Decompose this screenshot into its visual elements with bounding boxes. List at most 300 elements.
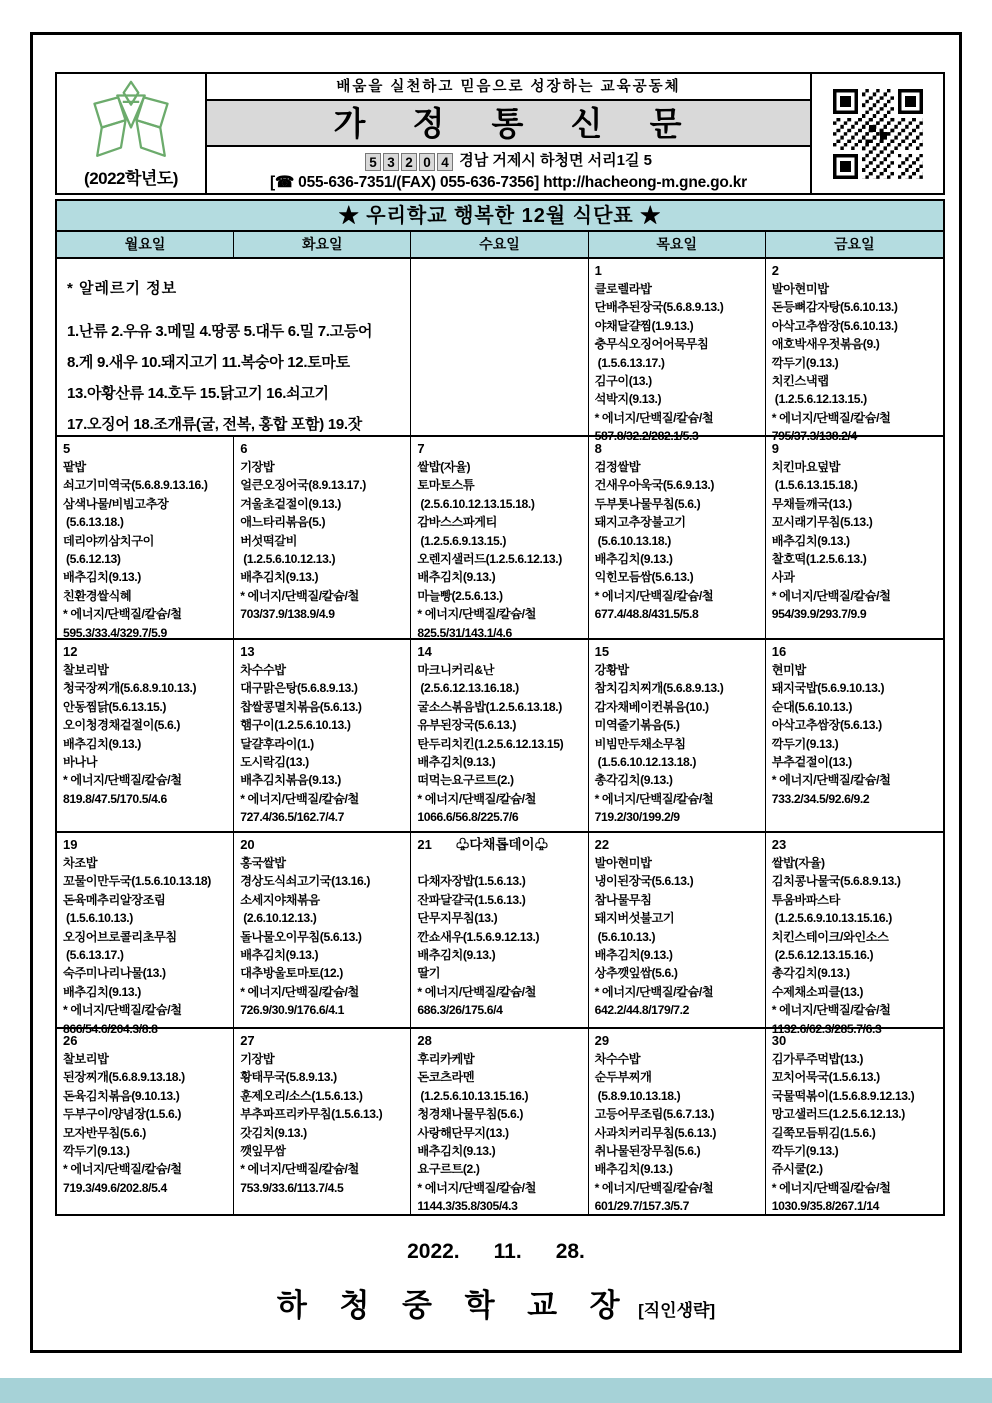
menu-item: 딸기 xyxy=(417,966,441,981)
menu-item: 쥬시쿨(2.) xyxy=(771,1162,823,1177)
menu-item: (5.6.13.18.) xyxy=(63,515,124,530)
menu-item: 김구이(13.) xyxy=(594,374,652,389)
menu-item: 825.5/31/143.1/4.6 xyxy=(417,625,512,640)
principal-signature: 하 청 중 학 교 장 xyxy=(276,1288,624,1323)
postal-digit: 5 xyxy=(365,153,381,171)
menu-item: 강황밥 xyxy=(594,663,629,677)
menu-item: 돈육메추리알장조림 xyxy=(63,892,166,907)
menu-item: 된장찌개(5.6.8.9.13.18.) xyxy=(63,1070,185,1085)
postal-digit: 4 xyxy=(437,153,453,171)
day-number: 22 xyxy=(594,837,610,852)
menu-item: (2.6.10.12.13.) xyxy=(240,911,317,926)
menu-item: * 에너지/단백질/칼슘/철 xyxy=(63,607,182,622)
menu-item: 돌나물오이무침(5.6.13.) xyxy=(240,929,362,944)
menu-item: 토마토스튜 xyxy=(417,478,475,493)
menu-item: 달걀후라이(1.) xyxy=(240,736,314,751)
menu-item: 배추김치(9.13.) xyxy=(240,948,319,963)
menu-item: 석박지(9.13.) xyxy=(594,392,662,407)
menu-item: 기장밥 xyxy=(240,1052,275,1066)
menu-item: 사랑해단무지(13.) xyxy=(417,1125,509,1140)
menu-item: 돈육김치볶음(9.10.13.) xyxy=(63,1088,180,1103)
menu-cell-day-5 xyxy=(57,437,234,642)
menu-item: 배추김치(9.13.) xyxy=(594,1162,673,1177)
allergy-info-line: 8.게 9.새우 10.돼지고기 11.복숭아 12.토마토 xyxy=(67,354,350,371)
menu-item: 냉이된장국(5.6.13.) xyxy=(594,874,694,889)
menu-item: 갓김치(9.13.) xyxy=(240,1125,307,1140)
menu-cell-day-22 xyxy=(589,833,766,1038)
menu-item: 순대(5.6.10.13.) xyxy=(771,699,853,714)
menu-item: * 에너지/단백질/칼슘/철 xyxy=(771,1003,891,1018)
day-header-line xyxy=(417,643,584,661)
day-header-line xyxy=(595,440,762,458)
menu-item: (1.5.6.13.17.) xyxy=(594,355,665,370)
menu-item: 돈코츠라멘 xyxy=(417,1070,475,1085)
day-number: 21 xyxy=(417,837,432,852)
menu-item: * 에너지/단백질/칼슘/철 xyxy=(417,791,537,806)
menu-item: 배추김치(9.13.) xyxy=(417,755,496,770)
qr-code-icon xyxy=(833,89,923,179)
weekday-thursday: 목요일 xyxy=(589,232,766,257)
day-number: 30 xyxy=(771,1033,787,1048)
menu-item: (2.5.6.10.12.13.15.18.) xyxy=(417,496,535,511)
menu-item: * 에너지/단백질/칼슘/철 xyxy=(594,410,714,425)
menu-cell-day-26 xyxy=(57,1029,234,1216)
menu-item: 587.8/32.2/282.1/5.3 xyxy=(594,429,699,444)
menu-cell-day-29 xyxy=(589,1029,766,1216)
contact-line: [☎ 055-636-7351/(FAX) 055-636-7356] http://hacheong-m.gne.go.kr xyxy=(269,173,748,191)
menu-item: 배추김치(9.13.) xyxy=(594,552,673,567)
menu-item: 배추김치(9.13.) xyxy=(771,533,850,548)
menu-item: 상추깻잎쌈(5.6.) xyxy=(594,966,678,981)
day-header-line xyxy=(417,836,584,854)
menu-cell-day-8 xyxy=(589,437,766,642)
menu-item: (1.2.5.6.9.10.13.15.16.) xyxy=(771,911,892,926)
menu-item: 건새우아욱국(5.6.9.13.) xyxy=(594,478,714,493)
day-number: 20 xyxy=(240,837,255,852)
menu-item: 1030.9/35.8/267.1/14 xyxy=(771,1199,880,1214)
menu-item: 잔파달걀국(1.5.6.13.) xyxy=(417,892,526,907)
menu-item: 1144.3/35.8/305/4.3 xyxy=(417,1199,518,1214)
menu-item: * 에너지/단백질/칼슘/철 xyxy=(63,1003,182,1018)
day-header-line xyxy=(772,643,940,661)
menu-item: 감자채베이컨볶음(10.) xyxy=(594,699,709,714)
day-header-line xyxy=(772,440,940,458)
menu-cell-day-23 xyxy=(766,833,943,1038)
menu-item: 쌀밥(자율) xyxy=(417,460,471,474)
day-header-line xyxy=(417,440,584,458)
menu-item: 찹쌀콩멸치볶음(5.6.13.) xyxy=(240,699,362,714)
special-day-note: ♧다채롭데이♧ xyxy=(455,837,549,852)
school-address-line xyxy=(207,147,810,171)
menu-item: 길쭉모듬튀김(1.5.6.) xyxy=(771,1125,876,1140)
menu-item: 마늘빵(2.5.6.13.) xyxy=(417,588,503,603)
school-year-label: (2022학년도) xyxy=(84,169,178,188)
menu-item: 배추김치(9.13.) xyxy=(63,736,141,751)
menu-item: 황태무국(5.8.9.13.) xyxy=(240,1070,337,1085)
menu-cell-day-1 xyxy=(589,259,766,446)
day-number: 7 xyxy=(417,441,425,456)
menu-item: 햄구이(1.2.5.6.10.13.) xyxy=(240,718,351,733)
newsletter-title: 가 정 통 신 문 xyxy=(207,101,810,147)
menu-cell-day-30 xyxy=(766,1029,943,1216)
menu-item: 클로렐라밥 xyxy=(594,282,652,296)
menu-item: 꼬시래기무침(5.13.) xyxy=(771,515,873,530)
menu-item: 돈등뼈감자탕(5.6.10.13.) xyxy=(771,300,898,315)
menu-item: 치킨스테이크/와인소스 xyxy=(771,929,889,944)
menu-item: 수제채소피클(13.) xyxy=(771,984,864,999)
menu-item: 배추김치(9.13.) xyxy=(63,984,141,999)
allergy-info-title: * 알레르기 정보 xyxy=(67,280,178,297)
menu-item: 익힌모듬쌈(5.6.13.) xyxy=(594,570,694,585)
menu-item: 소세지야채볶음 xyxy=(240,892,320,907)
menu-item: 검정쌀밥 xyxy=(594,460,641,474)
menu-item: (2.5.6.12.13.16.18.) xyxy=(417,681,519,696)
postal-digit: 0 xyxy=(419,153,435,171)
menu-item: 기장밥 xyxy=(240,460,275,474)
menu-item: 배추김치볶음(9.13.) xyxy=(240,773,341,788)
menu-item: 깐쇼새우(1.5.6.9.12.13.) xyxy=(417,929,540,944)
menu-item: 배추김치(9.13.) xyxy=(594,948,673,963)
newsletter-header xyxy=(55,72,945,195)
menu-item: 돼지국밥(5.6.9.10.13.) xyxy=(771,681,885,696)
weekday-wednesday: 수요일 xyxy=(411,232,588,257)
menu-item: 돼지고추장불고기 xyxy=(594,515,686,530)
allergy-info-line: 1.난류 2.우유 3.메밀 4.땅콩 5.대두 6.밀 7.고등어 xyxy=(67,323,373,340)
menu-item: 청경채나물무침(5.6.) xyxy=(417,1107,524,1122)
school-address: 경남 거제시 하청면 서리1길 5 xyxy=(459,152,652,169)
menu-item: 꼬물이만두국(1.5.6.10.13.18) xyxy=(63,874,211,889)
menu-item: * 에너지/단백질/칼슘/철 xyxy=(240,791,359,806)
menu-item: * 에너지/단백질/칼슘/철 xyxy=(594,984,714,999)
menu-cell-day-13 xyxy=(234,640,411,831)
day-number: 1 xyxy=(594,263,602,278)
day-number: 19 xyxy=(63,837,78,852)
day-number: 5 xyxy=(63,441,71,456)
menu-item: 모자반무침(5.6.) xyxy=(63,1125,146,1140)
menu-item: 대구맑은탕(5.6.8.9.13.) xyxy=(240,681,358,696)
menu-item: 오징어브로콜리초무침 xyxy=(63,929,177,944)
menu-week-row xyxy=(57,259,943,444)
menu-item: 취나물된장무침(5.6.) xyxy=(594,1144,701,1159)
menu-item: * 에너지/단백질/칼슘/철 xyxy=(594,588,714,603)
menu-item: 깍두기(9.13.) xyxy=(63,1144,130,1159)
day-header-line xyxy=(595,836,762,854)
menu-item: 후리카케밥 xyxy=(417,1052,475,1066)
menu-item: 쇠고기미역국(5.6.8.9.13.16.) xyxy=(63,478,208,493)
allergy-info-line: 17.오징어 18.조개류(굴, 전복, 홍합 포함) 19.잣 xyxy=(67,416,362,433)
menu-item: 얼큰오징어국(8.9.13.17.) xyxy=(240,478,366,493)
menu-item: 안동찜닭(5.6.13.15.) xyxy=(63,699,167,714)
menu-item: 참나물무침 xyxy=(594,892,652,907)
menu-item: * 에너지/단백질/칼슘/철 xyxy=(417,984,537,999)
menu-item: 무채들깨국(13.) xyxy=(771,496,852,511)
day-number: 16 xyxy=(771,644,787,659)
menu-item: 차조밥 xyxy=(63,856,98,870)
menu-item: 단무지무침(13.) xyxy=(417,911,498,926)
menu-item: 부추파프리카무침(1.5.6.13.) xyxy=(240,1107,383,1122)
menu-item: 마크니커리&난 xyxy=(417,663,495,677)
menu-item: * 에너지/단백질/칼슘/철 xyxy=(771,588,891,603)
menu-item: 배추김치(9.13.) xyxy=(417,948,496,963)
menu-item: * 에너지/단백질/칼슘/철 xyxy=(771,1180,891,1195)
menu-week-row xyxy=(57,640,943,833)
menu-item: (5.6.13.17.) xyxy=(63,948,124,963)
day-header-line xyxy=(63,643,230,661)
menu-cell-day-7 xyxy=(411,437,588,642)
signature-line xyxy=(0,1280,992,1325)
day-number: 23 xyxy=(771,837,787,852)
menu-item: 727.4/36.5/162.7/4.7 xyxy=(240,810,345,825)
day-header-line xyxy=(772,262,940,280)
menu-item: * 에너지/단백질/칼슘/철 xyxy=(771,773,891,788)
menu-item: 686.3/26/175.6/4 xyxy=(417,1003,503,1018)
menu-item: 677.4/48.8/431.5/5.8 xyxy=(594,607,699,622)
menu-item: 깍두기(9.13.) xyxy=(771,1144,839,1159)
menu-item: 차수수밥 xyxy=(240,663,286,677)
day-header-line xyxy=(595,1032,762,1050)
issue-date-year: 2022. xyxy=(407,1240,460,1263)
menu-item: (5.6.12.13) xyxy=(63,552,121,567)
postal-digit: 2 xyxy=(401,153,417,171)
menu-item: 미역줄기볶음(5.) xyxy=(594,718,680,733)
menu-item: 대추방울토마토(12.) xyxy=(240,966,343,981)
day-number: 9 xyxy=(771,441,780,456)
menu-cell-day-9 xyxy=(766,437,943,642)
menu-item: 719.2/30/199.2/9 xyxy=(594,810,680,825)
day-header-line xyxy=(240,440,407,458)
menu-item: 753.9/33.6/113.7/4.5 xyxy=(240,1180,344,1195)
school-emblem-area xyxy=(57,74,207,193)
day-header-line xyxy=(417,1032,584,1050)
day-number: 8 xyxy=(594,441,602,456)
allergy-info-cell xyxy=(57,259,411,446)
menu-table-title: ★ 우리학교 행복한 12월 식단표 ★ xyxy=(57,201,943,232)
menu-cell-day-28 xyxy=(411,1029,588,1216)
menu-item: 고등어무조림(5.6.7.13.) xyxy=(594,1107,714,1122)
menu-item: 친환경쌀식혜 xyxy=(63,588,132,603)
menu-item: 굴소스볶음밥(1.2.5.6.13.18.) xyxy=(417,699,562,714)
menu-item: 1066.6/56.8/225.7/6 xyxy=(417,810,519,825)
menu-item: 팥밥 xyxy=(63,460,86,474)
day-header-line xyxy=(240,836,407,854)
menu-item: 총각김치(9.13.) xyxy=(771,966,850,981)
menu-item: 사과치커리무침(5.6.13.) xyxy=(594,1125,716,1140)
menu-item: 배추김치(9.13.) xyxy=(417,1144,496,1159)
day-header-line xyxy=(240,643,407,661)
menu-item: (5.6.10.13.18.) xyxy=(594,533,671,548)
menu-cell-day-20 xyxy=(234,833,411,1038)
day-number: 28 xyxy=(417,1033,432,1048)
menu-item: (2.5.6.12.13.15.16.) xyxy=(771,948,874,963)
menu-item: 배추김치(9.13.) xyxy=(240,570,319,585)
menu-item: * 에너지/단백질/칼슘/철 xyxy=(63,773,182,788)
menu-item: 배추김치(9.13.) xyxy=(63,570,141,585)
menu-item: 탄두리치킨(1.2.5.6.12.13.15) xyxy=(417,736,564,751)
menu-cell-day-6 xyxy=(234,437,411,642)
menu-item: 치킨스낵랩 xyxy=(771,374,829,389)
seal-omitted-note: [직인생략] xyxy=(638,1301,716,1320)
day-number: 27 xyxy=(240,1033,255,1048)
menu-item: 954/39.9/293.7/9.9 xyxy=(771,607,867,622)
menu-item: 깍두기(9.13.) xyxy=(771,736,839,751)
day-header-line xyxy=(63,440,230,458)
issue-date xyxy=(0,1240,992,1264)
menu-item: * 에너지/단백질/칼슘/철 xyxy=(594,791,714,806)
menu-week-row xyxy=(57,437,943,640)
menu-item: (5.8.9.10.13.18.) xyxy=(594,1088,681,1103)
menu-item: 김치콩나물국(5.6.8.9.13.) xyxy=(771,874,901,889)
allergy-info-line: 13.아황산류 14.호두 15.닭고기 16.쇠고기 xyxy=(67,385,329,402)
menu-cell-day-15 xyxy=(589,640,766,831)
menu-item: (1.2.5.6.10.13.15.16.) xyxy=(417,1088,529,1103)
menu-item: 719.3/49.6/202.8/5.4 xyxy=(63,1180,167,1195)
menu-item: 부추겉절이(13.) xyxy=(771,755,852,770)
menu-item: 쌀밥(자율) xyxy=(771,856,825,870)
menu-item: * 에너지/단백질/칼슘/철 xyxy=(417,1180,537,1195)
menu-item: 발아현미밥 xyxy=(594,856,652,870)
day-number: 6 xyxy=(240,441,248,456)
menu-item: 순두부찌개 xyxy=(594,1070,652,1085)
menu-item: 버섯떡갈비 xyxy=(240,533,298,548)
menu-item: 오이청경채겉절이(5.6.) xyxy=(63,718,181,733)
menu-item: 야채달걀찜(1.9.13.) xyxy=(594,318,694,333)
menu-item: (1.5.6.10.12.13.18.) xyxy=(594,755,696,770)
menu-item: 충무식오징어어묵무침 xyxy=(594,337,709,352)
day-number: 12 xyxy=(63,644,78,659)
postal-digit: 3 xyxy=(383,153,399,171)
header-center xyxy=(207,74,810,193)
menu-item: 866/54.6/204.3/8.8 xyxy=(63,1021,158,1036)
menu-item: 733.2/34.5/92.6/9.2 xyxy=(771,791,870,806)
menu-cell-day-12 xyxy=(57,640,234,831)
menu-item: * 에너지/단백질/칼슘/철 xyxy=(240,984,359,999)
menu-item: 감바스스파게티 xyxy=(417,515,498,530)
menu-item: 두부구이/양념장(1.5.6.) xyxy=(63,1107,182,1122)
weekday-monday: 월요일 xyxy=(57,232,234,257)
menu-cell-day-2 xyxy=(766,259,943,446)
menu-item: 유부된장국(5.6.13.) xyxy=(417,718,517,733)
menu-item: 현미밥 xyxy=(771,663,806,677)
menu-item: 겨울초겉절이(9.13.) xyxy=(240,496,341,511)
menu-item: 1132.6/62.3/285.7/6.3 xyxy=(771,1021,882,1036)
menu-item: 795/37.3/138.2/4 xyxy=(771,429,857,444)
menu-item: 숙주미나리나물(13.) xyxy=(63,966,166,981)
menu-item: 깍두기(9.13.) xyxy=(771,355,839,370)
menu-item: (1.5.6.13.15.18.) xyxy=(771,478,858,493)
issue-date-month: 11. xyxy=(493,1240,522,1263)
qr-area xyxy=(810,74,943,193)
day-header-line xyxy=(240,1032,407,1050)
menu-item: 데리야끼삼치구이 xyxy=(63,533,154,548)
menu-item: 깻잎무쌈 xyxy=(240,1144,286,1159)
day-header-line xyxy=(595,643,762,661)
menu-item: 726.9/30.9/176.6/4.1 xyxy=(240,1003,345,1018)
december-menu-table xyxy=(55,199,945,1216)
menu-item: 요구르트(2.) xyxy=(417,1162,480,1177)
menu-cell-day-14 xyxy=(411,640,588,831)
menu-item: 김가루주먹밥(13.) xyxy=(771,1052,864,1066)
day-header-line xyxy=(772,1032,940,1050)
menu-item: * 에너지/단백질/칼슘/철 xyxy=(771,410,891,425)
menu-item: * 에너지/단백질/칼슘/철 xyxy=(63,1162,182,1177)
menu-item: 도시락김(13.) xyxy=(240,755,309,770)
day-number: 26 xyxy=(63,1033,78,1048)
weekday-header-row xyxy=(57,232,943,259)
menu-item: 642.2/44.8/179/7.2 xyxy=(594,1003,690,1018)
menu-item: 애느타리볶음(5.) xyxy=(240,515,326,530)
day-number: 13 xyxy=(240,644,255,659)
menu-item: * 에너지/단백질/칼슘/철 xyxy=(417,607,537,622)
menu-item: 꼬치어묵국(1.5.6.13.) xyxy=(771,1070,880,1085)
menu-item: 비빔만두채소무침 xyxy=(594,736,686,751)
menu-item: 단배추된장국(5.6.8.9.13.) xyxy=(594,300,724,315)
bottom-accent-bar xyxy=(0,1378,992,1403)
menu-item: (1.2.5.6.12.13.15.) xyxy=(771,392,867,407)
menu-item: 아삭고추쌈장(5.6.13.) xyxy=(771,718,882,733)
menu-item: 찰보리밥 xyxy=(63,663,109,677)
day-header-line xyxy=(595,262,762,280)
menu-item: 595.3/33.4/329.7/5.9 xyxy=(63,625,167,640)
menu-item: 떠먹는요구르트(2.) xyxy=(417,773,514,788)
day-number: 29 xyxy=(594,1033,610,1048)
menu-item: 703/37.9/138.9/4.9 xyxy=(240,607,335,622)
day-number: 15 xyxy=(594,644,610,659)
day-header-line xyxy=(772,836,940,854)
menu-item: 아삭고추쌈장(5.6.10.13.) xyxy=(771,318,898,333)
menu-item: 치킨마요덮밥 xyxy=(771,460,841,474)
day-number: 2 xyxy=(771,263,780,278)
empty-cell xyxy=(411,259,588,446)
menu-item: 다채자장밥(1.5.6.13.) xyxy=(417,874,526,889)
weekday-tuesday: 화요일 xyxy=(234,232,411,257)
menu-item: 돼지버섯불고기 xyxy=(594,911,675,926)
issue-date-day: 28. xyxy=(555,1240,585,1263)
menu-item: * 에너지/단백질/칼슘/철 xyxy=(594,1180,714,1195)
day-header-line xyxy=(63,836,230,854)
school-logo-icon xyxy=(85,80,177,164)
menu-item: 참치김치찌개(5.6.8.9.13.) xyxy=(594,681,724,696)
menu-item: 망고샐러드(1.2.5.6.12.13.) xyxy=(771,1107,905,1122)
menu-item: 훈제오리/소스(1.5.6.13.) xyxy=(240,1088,363,1103)
menu-item: (5.6.10.13.) xyxy=(594,929,656,944)
menu-item: 바나나 xyxy=(63,755,98,770)
menu-cell-day-16 xyxy=(766,640,943,831)
menu-item: 국물떡볶이(1.5.6.8.9.12.13.) xyxy=(771,1088,915,1103)
menu-item: 819.8/47.5/170.5/4.6 xyxy=(63,791,167,806)
menu-item: 차수수밥 xyxy=(594,1052,641,1066)
weekday-friday: 금요일 xyxy=(834,236,875,252)
menu-item: 경상도식쇠고기국(13.16.) xyxy=(240,874,370,889)
school-slogan: 배움을 실천하고 믿음으로 성장하는 교육공동체 xyxy=(207,74,810,101)
menu-item: (1.5.6.10.13.) xyxy=(63,911,133,926)
menu-item: * 에너지/단백질/칼슘/철 xyxy=(240,588,359,603)
menu-cell-day-19 xyxy=(57,833,234,1038)
menu-cell-day-21 xyxy=(411,833,588,1038)
menu-item: (1.2.5.6.9.13.15.) xyxy=(417,533,507,548)
menu-cell-day-27 xyxy=(234,1029,411,1216)
menu-item: 삼색나물/비빔고추장 xyxy=(63,496,169,511)
menu-item: 사과 xyxy=(771,570,795,585)
menu-body xyxy=(57,259,943,1214)
menu-item: 두부톳나물무침(5.6.) xyxy=(594,496,701,511)
menu-item: 애호박새우젓볶음(9.) xyxy=(771,337,880,352)
menu-item: 청국장찌개(5.6.8.9.10.13.) xyxy=(63,681,197,696)
day-header-line xyxy=(63,1032,230,1050)
menu-item: 투움바파스타 xyxy=(771,892,841,907)
menu-item: 발아현미밥 xyxy=(771,282,829,296)
menu-week-row xyxy=(57,1029,943,1214)
menu-item: 601/29.7/157.3/5.7 xyxy=(594,1199,690,1214)
